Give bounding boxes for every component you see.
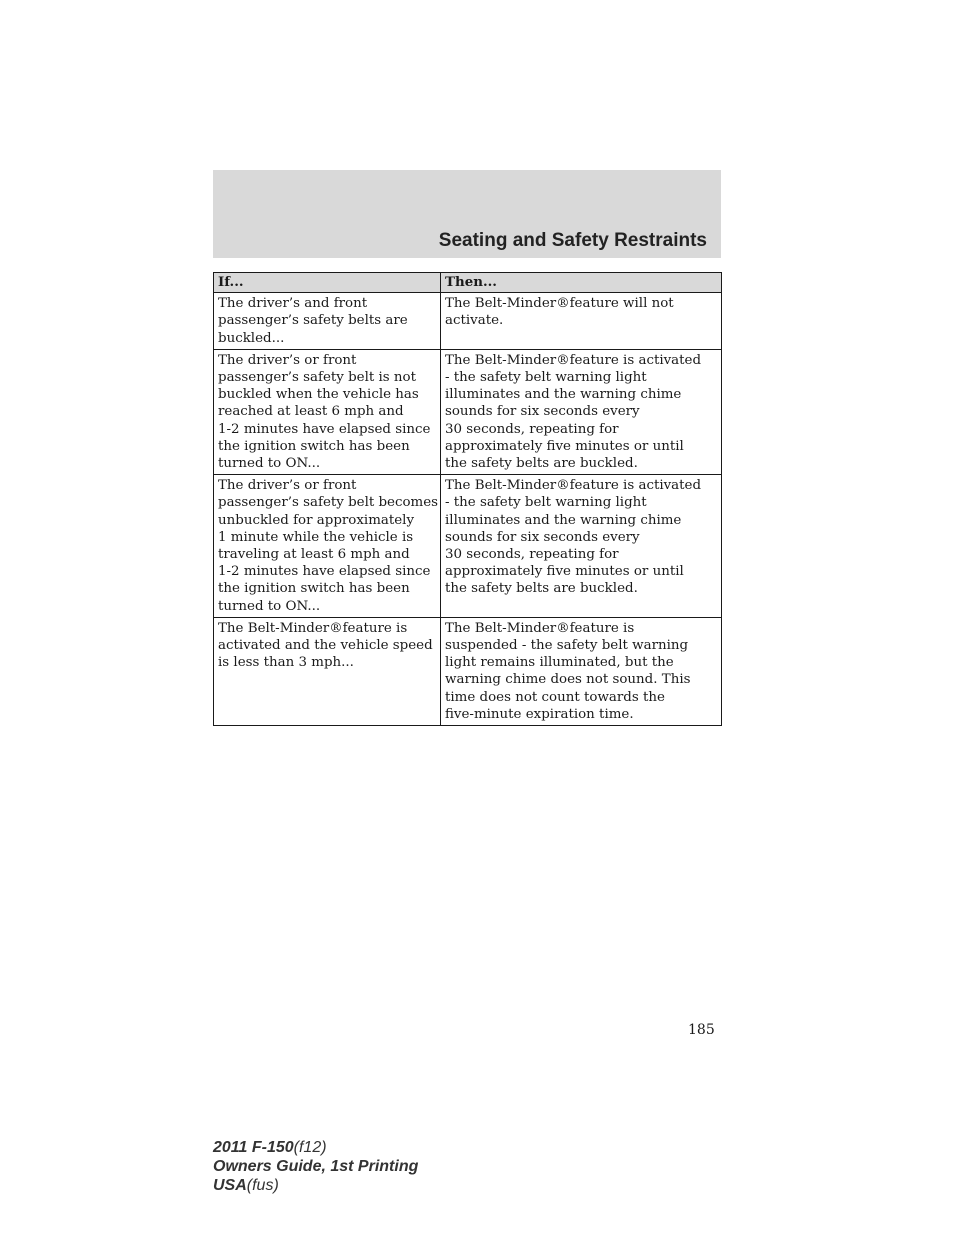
cell-text-line: - the safety belt warning light [445,370,647,386]
cell-text-line: passenger’s safety belt is not [218,370,416,386]
table-cell-then [441,293,722,350]
cell-text-line: 1 minute while the vehicle is [218,529,414,545]
table-cell-then [441,475,722,618]
footer-line-region [213,1176,418,1195]
cell-text-line: - the safety belt warning light [445,495,647,511]
column-header-if: If... [214,273,441,293]
belt-minder-table [213,272,722,726]
cell-text-line: The driver’s or front [218,478,357,494]
footer-line-model [213,1138,418,1157]
section-header-band [213,170,721,258]
footer-region-code: (fus) [246,1177,279,1194]
footer-line-guide [213,1157,418,1176]
table-row [214,349,722,474]
cell-text-line: passenger’s safety belts are [218,313,408,329]
cell-text-line: The Belt-Minder®feature is [445,620,635,636]
cell-text-line: buckled when the vehicle has [218,387,419,403]
cell-text-line: The Belt-Minder®feature will not [445,296,674,312]
cell-text-line: warning chime does not sound. This [445,672,691,688]
cell-text-line: approximately five minutes or until [445,564,684,580]
cell-text-line: The driver’s or front [218,352,357,368]
cell-text-line: the ignition switch has been [218,581,410,597]
cell-text-line: approximately five minutes or until [445,438,684,454]
cell-text-line: 30 seconds, repeating for [445,421,619,437]
cell-text-line: traveling at least 6 mph and [218,547,410,563]
cell-text-line: the safety belts are buckled. [445,581,638,597]
cell-text-line: 30 seconds, repeating for [445,547,619,563]
cell-text-line: the safety belts are buckled. [445,456,638,472]
cell-text-line: The driver’s and front [218,296,368,312]
print-footer [213,1138,418,1195]
cell-text-line: light remains illuminated, but the [445,655,674,671]
table-row [214,617,722,725]
page-number: 185 [688,1022,715,1038]
section-title: Seating and Safety Restraints [438,230,707,251]
cell-text-line: 1-2 minutes have elapsed since [218,421,431,437]
cell-text-line: the ignition switch has been [218,438,410,454]
table-cell-if [214,617,441,725]
cell-text-line: turned to ON... [218,598,321,614]
table-row [214,293,722,350]
cell-text-line: buckled... [218,330,285,346]
cell-text-line: The Belt-Minder®feature is activated [445,352,702,368]
cell-text-line: reached at least 6 mph and [218,404,404,420]
footer-model: 2011 F-150 [213,1139,294,1156]
cell-text-line: The Belt-Minder®feature is [218,620,408,636]
cell-text-line: unbuckled for approximately [218,512,415,528]
cell-text-line: is less than 3 mph... [218,655,354,671]
cell-text-line: illuminates and the warning chime [445,387,682,403]
cell-text-line: five-minute expiration time. [445,706,634,722]
table-cell-if [214,349,441,474]
column-header-then: Then... [441,273,722,293]
table-cell-then [441,349,722,474]
cell-text-line: time does not count towards the [445,689,665,705]
footer-region: USA [213,1177,247,1194]
cell-text-line: 1-2 minutes have elapsed since [218,564,431,580]
footer-guide: Owners Guide, 1st Printing [213,1158,419,1175]
cell-text-line: turned to ON... [218,456,321,472]
cell-text-line: The Belt-Minder®feature is activated [445,478,702,494]
cell-text-line: sounds for six seconds every [445,529,640,545]
cell-text-line: passenger’s safety belt becomes [218,495,439,511]
table-cell-if [214,293,441,350]
table-cell-if [214,475,441,618]
table-header-row [214,273,722,293]
cell-text-line: activate. [445,313,504,329]
cell-text-line: activated and the vehicle speed [218,638,433,654]
table-row [214,475,722,618]
cell-text-line: illuminates and the warning chime [445,512,682,528]
footer-model-code: (f12) [293,1139,327,1156]
cell-text-line: sounds for six seconds every [445,404,640,420]
table-cell-then [441,617,722,725]
cell-text-line: suspended - the safety belt warning [445,638,689,654]
